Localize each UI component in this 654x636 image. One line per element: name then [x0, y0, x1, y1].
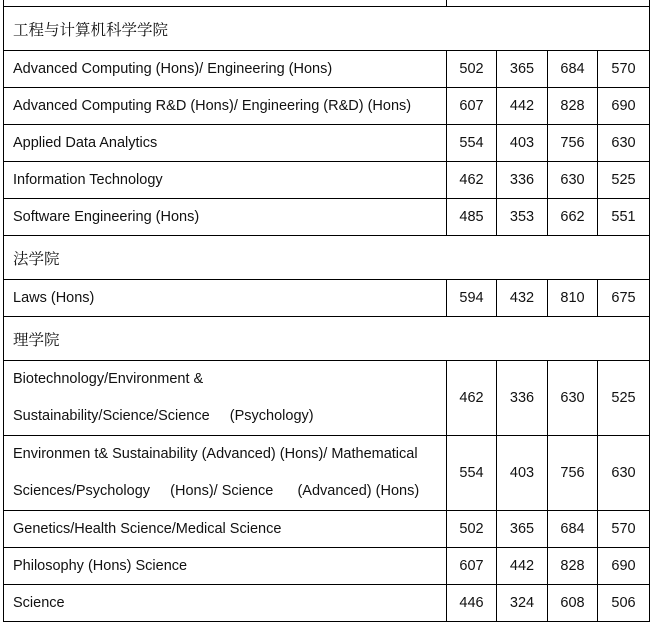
- score-cell: 570: [598, 511, 650, 548]
- score-cell: 630: [548, 361, 598, 436]
- program-name-line: Advanced Computing R&D (Hons)/ Engineering (R&D) (Hons): [13, 98, 412, 114]
- score-cell: 756: [548, 125, 598, 162]
- program-name-line: Advanced Computing (Hons)/ Engineering (Hons): [13, 61, 333, 77]
- score-cell: 365: [497, 51, 548, 88]
- score-cell: 554: [447, 436, 497, 511]
- score-cell: 462: [447, 361, 497, 436]
- section-title: 法学院: [4, 236, 650, 280]
- score-cell: 365: [497, 511, 548, 548]
- program-name-line: Environmen t& Sustainability (Advanced) (Hons)/ Mathematical: [13, 446, 418, 462]
- score-cell: 570: [598, 51, 650, 88]
- program-name: [4, 125, 447, 162]
- program-name-line: Software Engineering (Hons): [13, 209, 200, 225]
- program-name: [4, 88, 447, 125]
- score-cell: 608: [548, 585, 598, 622]
- table-row: [4, 585, 650, 622]
- program-name: [4, 511, 447, 548]
- score-cell: 662: [548, 199, 598, 236]
- program-name-line: Sustainability/Science/Science (Psychology): [13, 408, 314, 424]
- table-row: [4, 436, 650, 511]
- program-name: [4, 548, 447, 585]
- score-cell: 506: [598, 585, 650, 622]
- section-header-row: [4, 236, 650, 280]
- score-cell: 675: [598, 280, 650, 317]
- section-title: 工程与计算机科学学院: [4, 7, 650, 51]
- score-cell: 551: [598, 199, 650, 236]
- score-cell: 630: [598, 125, 650, 162]
- program-name-line: Philosophy (Hons) Science: [13, 558, 188, 574]
- program-name-line: Sciences/Psychology (Hons)/ Science (Advanced) (Hons): [13, 483, 420, 499]
- score-cell: 756: [548, 436, 598, 511]
- score-cell: 607: [447, 88, 497, 125]
- score-cell: 810: [548, 280, 598, 317]
- score-cell: 462: [447, 162, 497, 199]
- score-cell: 353: [497, 199, 548, 236]
- score-cell: 502: [447, 51, 497, 88]
- score-table: [3, 0, 650, 622]
- table-row: [4, 125, 650, 162]
- score-cell: 607: [447, 548, 497, 585]
- table-row: [4, 199, 650, 236]
- score-cell: 442: [497, 548, 548, 585]
- score-cell: 828: [548, 88, 598, 125]
- score-cell: 403: [497, 125, 548, 162]
- section-header-row: [4, 7, 650, 51]
- table-row: [4, 511, 650, 548]
- section-title: 理学院: [4, 317, 650, 361]
- score-cell: 525: [598, 361, 650, 436]
- score-cell: 684: [548, 511, 598, 548]
- program-name: [4, 585, 447, 622]
- table-row: [4, 162, 650, 199]
- score-cell: 690: [598, 548, 650, 585]
- score-cell: 403: [497, 436, 548, 511]
- program-name: [4, 361, 447, 436]
- program-name-line: Biotechnology/Environment &: [13, 371, 204, 387]
- score-cell: 630: [598, 436, 650, 511]
- program-name: [4, 51, 447, 88]
- score-cell: 554: [447, 125, 497, 162]
- program-name-line: Laws (Hons): [13, 290, 95, 306]
- score-cell: 502: [447, 511, 497, 548]
- score-cell: 336: [497, 162, 548, 199]
- score-cell: 690: [598, 88, 650, 125]
- program-name: [4, 162, 447, 199]
- score-cell: 630: [548, 162, 598, 199]
- score-cell: 446: [447, 585, 497, 622]
- score-cell: 324: [497, 585, 548, 622]
- table-row: [4, 280, 650, 317]
- table-row: [4, 88, 650, 125]
- score-cell: 432: [497, 280, 548, 317]
- score-cell: 485: [447, 199, 497, 236]
- program-name-line: Applied Data Analytics: [13, 135, 158, 151]
- table-row: [4, 51, 650, 88]
- program-name: [4, 280, 447, 317]
- program-name-line: Genetics/Health Science/Medical Science: [13, 521, 282, 537]
- score-cell: 525: [598, 162, 650, 199]
- program-name-line: Science: [13, 595, 65, 611]
- section-header-row: [4, 317, 650, 361]
- score-cell: 684: [548, 51, 598, 88]
- table-row: [4, 361, 650, 436]
- program-name: [4, 436, 447, 511]
- score-cell: 594: [447, 280, 497, 317]
- score-cell: 336: [497, 361, 548, 436]
- table-row: [4, 548, 650, 585]
- program-name-line: Information Technology: [13, 172, 163, 188]
- program-name: [4, 199, 447, 236]
- score-cell: 828: [548, 548, 598, 585]
- score-cell: 442: [497, 88, 548, 125]
